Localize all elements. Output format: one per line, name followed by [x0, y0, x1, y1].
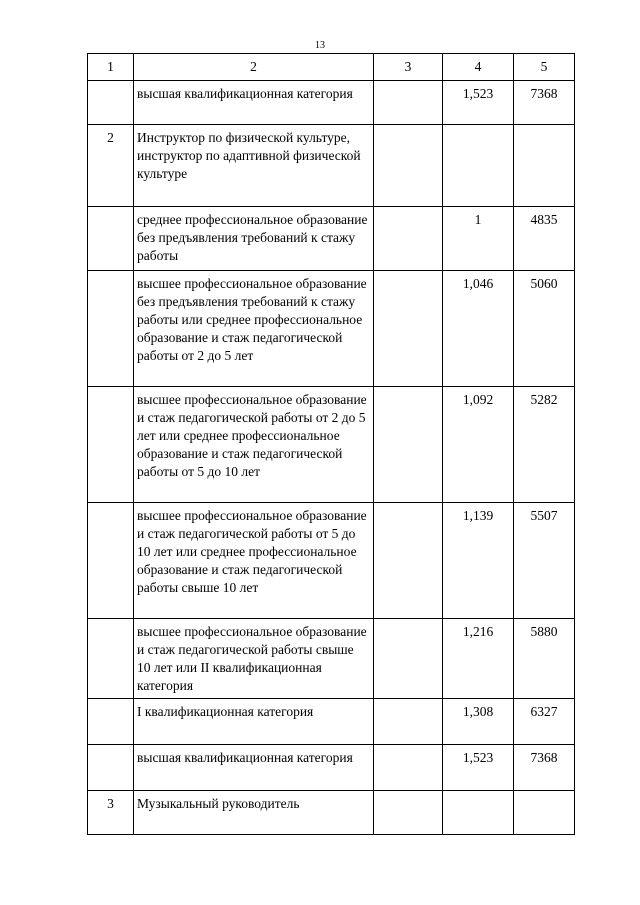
table-row: [88, 207, 575, 271]
row-number-cell: [88, 271, 134, 387]
table-row: [88, 699, 575, 745]
table-row: [88, 387, 575, 503]
salary-cell: [514, 125, 575, 207]
position-title-cell: Музыкальный руководитель: [134, 791, 374, 835]
salary-cell: [514, 791, 575, 835]
qualification-cell: высшее профессиональное образование и стаж педагогической работы от 5 до 10 лет или среднее профессиональное образование и стаж педагогической работы свыше 10 лет: [134, 503, 374, 619]
row-number-cell: 3: [88, 791, 134, 835]
coefficient-cell: 1,523: [443, 81, 514, 125]
empty-cell: [374, 745, 443, 791]
table-row: [88, 791, 575, 835]
row-number-cell: [88, 699, 134, 745]
coefficient-cell: 1,092: [443, 387, 514, 503]
salary-cell: 5880: [514, 619, 575, 699]
header-cell-1: 1: [88, 54, 134, 81]
salary-table: [87, 53, 575, 835]
header-cell-5: 5: [514, 54, 575, 81]
qualification-cell: высшая квалификационная категория: [134, 745, 374, 791]
row-number-cell: [88, 619, 134, 699]
salary-cell: 5282: [514, 387, 575, 503]
empty-cell: [374, 81, 443, 125]
table-row: [88, 503, 575, 619]
salary-cell: 7368: [514, 745, 575, 791]
position-title-cell: Инструктор по физической культуре, инструктор по адаптивной физической культуре: [134, 125, 374, 207]
coefficient-cell: 1,139: [443, 503, 514, 619]
table-row: [88, 745, 575, 791]
row-number-cell: [88, 207, 134, 271]
empty-cell: [374, 207, 443, 271]
qualification-cell: высшая квалификационная категория: [134, 81, 374, 125]
table-row: [88, 271, 575, 387]
salary-cell: 5507: [514, 503, 575, 619]
header-cell-3: 3: [374, 54, 443, 81]
qualification-cell: среднее профессиональное образование без предъявления требований к стажу работы: [134, 207, 374, 271]
coefficient-cell: 1,046: [443, 271, 514, 387]
empty-cell: [374, 387, 443, 503]
row-number-cell: [88, 387, 134, 503]
coefficient-cell: 1,308: [443, 699, 514, 745]
empty-cell: [374, 791, 443, 835]
qualification-cell: высшее профессиональное образование и стаж педагогической работы свыше 10 лет или II квалификационная категория: [134, 619, 374, 699]
table-row: [88, 125, 575, 207]
empty-cell: [374, 125, 443, 207]
table-row: [88, 81, 575, 125]
qualification-cell: I квалификационная категория: [134, 699, 374, 745]
coefficient-cell: 1,216: [443, 619, 514, 699]
coefficient-cell: 1,523: [443, 745, 514, 791]
coefficient-cell: 1: [443, 207, 514, 271]
row-number-cell: [88, 81, 134, 125]
empty-cell: [374, 271, 443, 387]
page-number: 13: [315, 40, 325, 51]
coefficient-cell: [443, 125, 514, 207]
empty-cell: [374, 699, 443, 745]
qualification-cell: высшее профессиональное образование без предъявления требований к стажу работы или среднее профессиональное образование и стаж педагогической работы от 2 до 5 лет: [134, 271, 374, 387]
coefficient-cell: [443, 791, 514, 835]
header-cell-2: 2: [134, 54, 374, 81]
table-header-row: [88, 54, 575, 81]
table-row: [88, 619, 575, 699]
empty-cell: [374, 619, 443, 699]
qualification-cell: высшее профессиональное образование и стаж педагогической работы от 2 до 5 лет или среднее профессиональное образование и стаж педагогической работы от 5 до 10 лет: [134, 387, 374, 503]
salary-cell: 7368: [514, 81, 575, 125]
row-number-cell: 2: [88, 125, 134, 207]
empty-cell: [374, 503, 443, 619]
header-cell-4: 4: [443, 54, 514, 81]
salary-cell: 4835: [514, 207, 575, 271]
salary-cell: 6327: [514, 699, 575, 745]
row-number-cell: [88, 745, 134, 791]
row-number-cell: [88, 503, 134, 619]
salary-cell: 5060: [514, 271, 575, 387]
